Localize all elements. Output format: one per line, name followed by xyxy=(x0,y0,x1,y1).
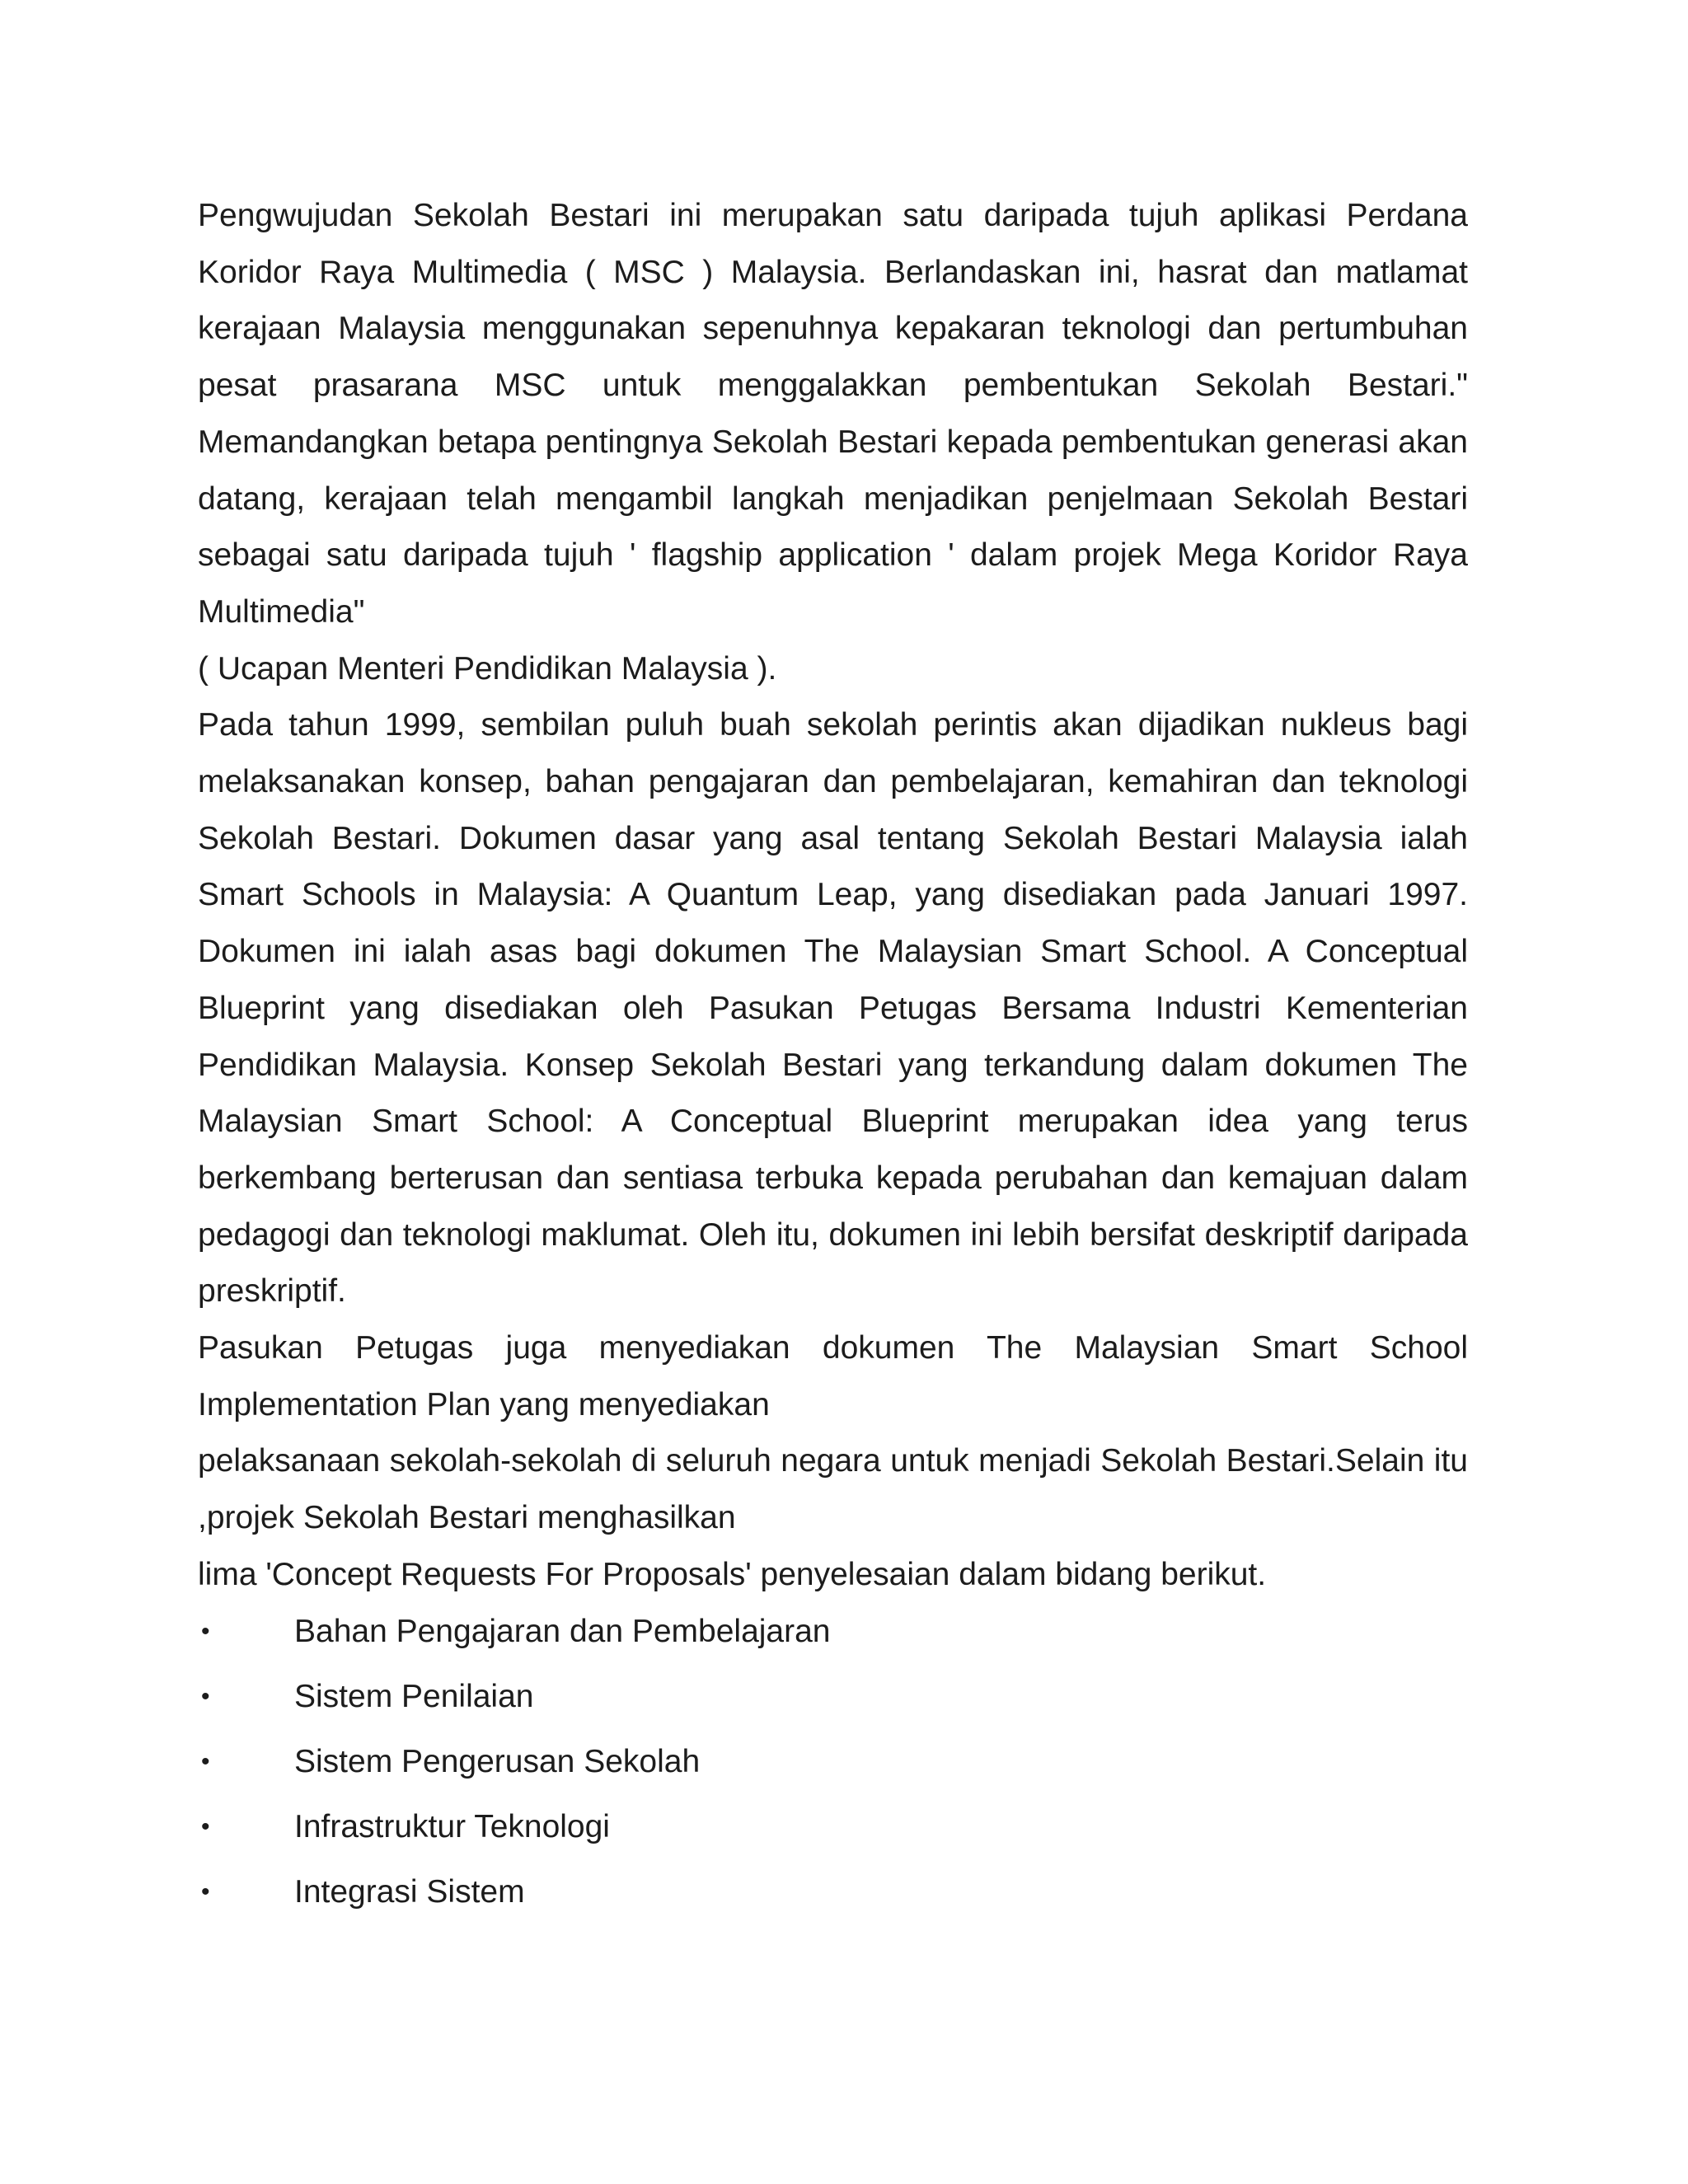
paragraph-implementation-plan: Pasukan Petugas juga menyediakan dokumen The Malaysian Smart School Implementation Plan yang menyediakan xyxy=(198,1330,1468,1422)
bullet-list xyxy=(198,1604,1468,1929)
paragraph-implementation-nationwide: pelaksanaan sekolah-sekolah di seluruh negara untuk menjadi Sekolah Bestari.Selain itu ,projek Sekolah Bestari menghasilkan xyxy=(198,1443,1468,1536)
bullet-dot-icon: • xyxy=(201,1877,210,1905)
list-item xyxy=(198,1734,1468,1799)
bullet-dot-icon: • xyxy=(201,1682,210,1710)
paragraph-quote-source: ( Ucapan Menteri Pendidikan Malaysia ). xyxy=(198,650,777,687)
list-item-text: Sistem Pengerusan Sekolah xyxy=(294,1743,701,1779)
list-item xyxy=(198,1864,1468,1929)
bullet-dot-icon: • xyxy=(201,1812,210,1840)
list-item xyxy=(198,1604,1468,1669)
list-item-text: Integrasi Sistem xyxy=(294,1873,525,1910)
paragraph-msc-intro: Pengwujudan Sekolah Bestari ini merupakan satu daripada tujuh aplikasi Perdana Koridor Raya Multimedia ( MSC ) Malaysia. Berlandaskan ini, hasrat dan matlamat kerajaan Malaysia menggunakan sepenuhnya kepakaran teknologi dan pertumbuhan pesat prasarana MSC untuk menggalakkan pembentukan Sekolah Bestari." Memandangkan betapa pentingnya Sekolah Bestari kepada pembentukan generasi akan datang, kerajaan telah mengambil langkah menjadikan penjelmaan Sekolah Bestari sebagai satu daripada tujuh ' flagship application ' dalam projek Mega Koridor Raya Multimedia" xyxy=(198,198,1468,630)
list-item xyxy=(198,1799,1468,1864)
paragraph-concept-requests: lima 'Concept Requests For Proposals' penyelesaian dalam bidang berikut. xyxy=(198,1556,1267,1592)
bullet-dot-icon: • xyxy=(201,1617,210,1645)
list-item-text: Sistem Penilaian xyxy=(294,1678,534,1714)
list-item-text: Bahan Pengajaran dan Pembelajaran xyxy=(294,1613,831,1649)
list-item-text: Infrastruktur Teknologi xyxy=(294,1808,610,1844)
paragraph-pilot-schools: Pada tahun 1999, sembilan puluh buah sekolah perintis akan dijadikan nukleus bagi melaksanakan konsep, bahan pengajaran dan pembelajaran, kemahiran dan teknologi Sekolah Bestari. Dokumen dasar yang asal tentang Sekolah Bestari Malaysia ialah Smart Schools in Malaysia: A Quantum Leap, yang disediakan pada Januari 1997. Dokumen ini ialah asas bagi dokumen The Malaysian Smart School. A Conceptual Blueprint yang disediakan oleh Pasukan Petugas Bersama Industri Kementerian Pendidikan Malaysia. Konsep Sekolah Bestari yang terkandung dalam dokumen The Malaysian Smart School: A Conceptual Blueprint merupakan idea yang terus berkembang berterusan dan sentiasa terbuka kepada perubahan dan kemajuan dalam pedagogi dan teknologi maklumat. Oleh itu, dokumen ini lebih bersifat deskriptif daripada preskriptif. xyxy=(198,707,1468,1310)
bullet-dot-icon: • xyxy=(201,1747,210,1775)
document-body xyxy=(198,188,1468,1929)
list-item xyxy=(198,1669,1468,1734)
